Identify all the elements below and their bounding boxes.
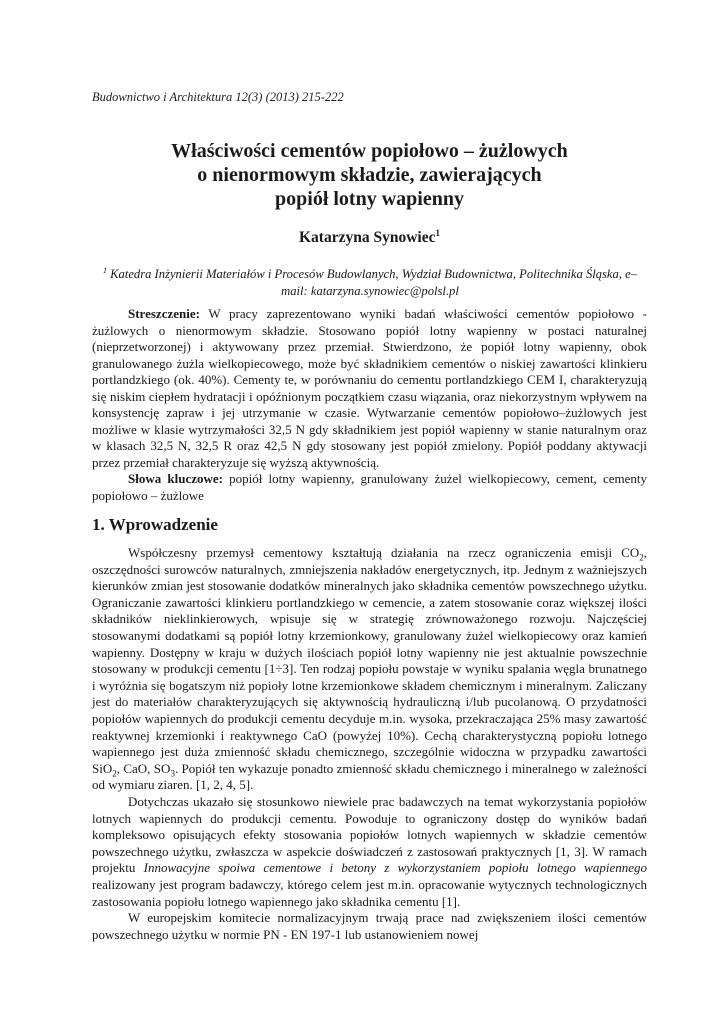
author	[92, 229, 647, 247]
p1-text-a: Współczesny przemysł cementowy kształtują działania na rzecz ograniczenia emisji CO	[128, 545, 640, 560]
affiliation	[100, 262, 640, 300]
paragraph-2	[92, 794, 647, 910]
p1-sub-b: 2	[112, 768, 117, 779]
project-name: Innowacyjne spoiwa cementowe i betony z wykorzystaniem popiołu lotnego wapiennego	[143, 860, 648, 876]
paragraph-1	[92, 545, 647, 794]
affiliation-text: Katedra Inżynierii Materiałów i Procesów Budowlanych, Wydział Budownictwa, Politechnika Śląska, e–mail: katarzyna.synowiec@polsl.pl	[106, 267, 638, 299]
title-line-2: o nienormowym składzie, zawierających	[197, 164, 542, 186]
p2-text-a: Dotychczas ukazało się stosunkowo niewiele prac badawczych na temat wykorzystania popiołów lotnych wapiennych do produkcji cementu. Powoduje to ograniczony dostęp do wyników badań kompleksowo opisujących efekty stosowania popiołów lotnych wapiennych w składzie cementów powszechnego użytku, zwłaszcza w aspekcie doświadczeń z zastosowań praktycznych [1, 3]. W ramach projektu	[92, 794, 647, 876]
author-name: Katarzyna Synowiec	[299, 229, 436, 246]
keywords-label: Słowa kluczowe:	[128, 471, 223, 486]
title-line-1: Właściwości cementów popiołowo – żużlowych	[171, 140, 568, 162]
author-footnote-mark: 1	[435, 227, 440, 238]
abstract	[92, 306, 647, 471]
section-heading: 1. Wprowadzenie	[92, 515, 218, 534]
paper-title	[92, 139, 647, 211]
affiliation-mark: 1	[102, 266, 107, 275]
p1-sub-c: 3	[170, 768, 175, 779]
p1-text-b: , oszczędności surowców naturalnych, zmniejszenia nakładów energetycznych, itp. Jednym z ważniejszych kierunków zmian jest stosowanie dodatków mineralnych jako składnika cementów powszechnego użytku. Ograniczanie zawartości klinkieru portlandzkiego w cemencie, a zatem stosowanie coraz większej ilości składników nieklinkierowych, wpisuje się w strategię zrównoważonego rozwoju. Najczęściej stosowanymi dodatkami są popiół lotny krzemionkowy, granulowany żużel wielkopiecowy oraz kamień wapienny. Dostępny w kraju w dużych ilościach popiół lotny wapienny nie jest aktualnie powszechnie stosowany w produkcji cementu [1÷3]. Ten rodzaj popiołu powstaje w wyniku spalania węgla brunatnego i wyróżnia się bogatszym niż popioły lotne krzemionkowe składem chemicznym i mineralnym. Zaliczany jest do materiałów charakteryzujących się aktywnością hydrauliczną i/lub pucolanową. O przydatności popiołów wapiennych do produkcji cementu decyduje m.in. wysoka, przekraczająca 25% masy zawartość reaktywnej krzemionki i reaktywnego CaO (powyżej 10%). Cechą charakterystyczną popiołu lotnego wapiennego jest duża zmienność składu chemicznego, szczególnie widoczna w przypadku zawartości SiO	[92, 545, 647, 776]
keywords	[92, 471, 647, 504]
paragraph-3: W europejskim komitecie normalizacyjnym trwają prace nad zwiększeniem ilości cementów powszechnego użytku w normie PN - EN 197-1 lub ustanowieniem nowej	[92, 910, 647, 942]
p2-text-b: realizowany jest program badawczy, którego celem jest m.in. opracowanie wytycznych technologicznych zastosowania popiołu lotnego wapiennego jako składnika cementu [1].	[92, 876, 647, 909]
abstract-text: W pracy zaprezentowano wyniki badań właściwości cementów popiołowo - żużlowych o nienormowym składzie. Stosowano popiół lotny wapienny w postaci naturalnej (nieprzetworzonej) i aktywowany przez przemiał. Stwierdzono, że popiół lotny wapienny, obok granulowanego żużla wielkopiecowego, może być składnikiem cementów o niskiej zawartości klinkieru portlandzkiego (ok. 40%). Cementy te, w porównaniu do cementu portlandzkiego CEM I, charakteryzują się niskim ciepłem hydratacji i opóźnionym początkiem czasu wiązania, oraz niekorzystnym wpływem na konsystencję zapraw i jej utrzymanie w czasie. Wytwarzanie cementów popiołowo–żużlowych jest możliwe w klasie wytrzymałości 32,5 N gdy składnikiem jest popiół wapienny w stanie naturalnym oraz w klasach 32,5 N, 32,5 R oraz 42,5 N gdy stosowany jest popiół zmielony. Popiół poddany aktywacji przez przemiał charakteryzuje się wyższą aktywnością.	[92, 306, 647, 470]
p1-text-d: . Popiół ten wykazuje ponadto zmienność składu chemicznego i mineralnego w zależności od wymiaru ziaren. [1, 2, 4, 5].	[92, 760, 648, 793]
keywords-text: popiół lotny wapienny, granulowany żużel wielkopiecowy, cement, cementy popiołowo – żużlowe	[92, 471, 647, 503]
p1-sub-a: 2	[639, 552, 644, 563]
journal-citation: Budownictwo i Architektura 12(3) (2013) 215-222	[92, 90, 344, 104]
p1-text-c: , CaO, SO	[116, 760, 171, 776]
abstract-label: Streszczenie:	[128, 306, 200, 321]
title-line-3: popiół lotny wapienny	[275, 188, 464, 210]
